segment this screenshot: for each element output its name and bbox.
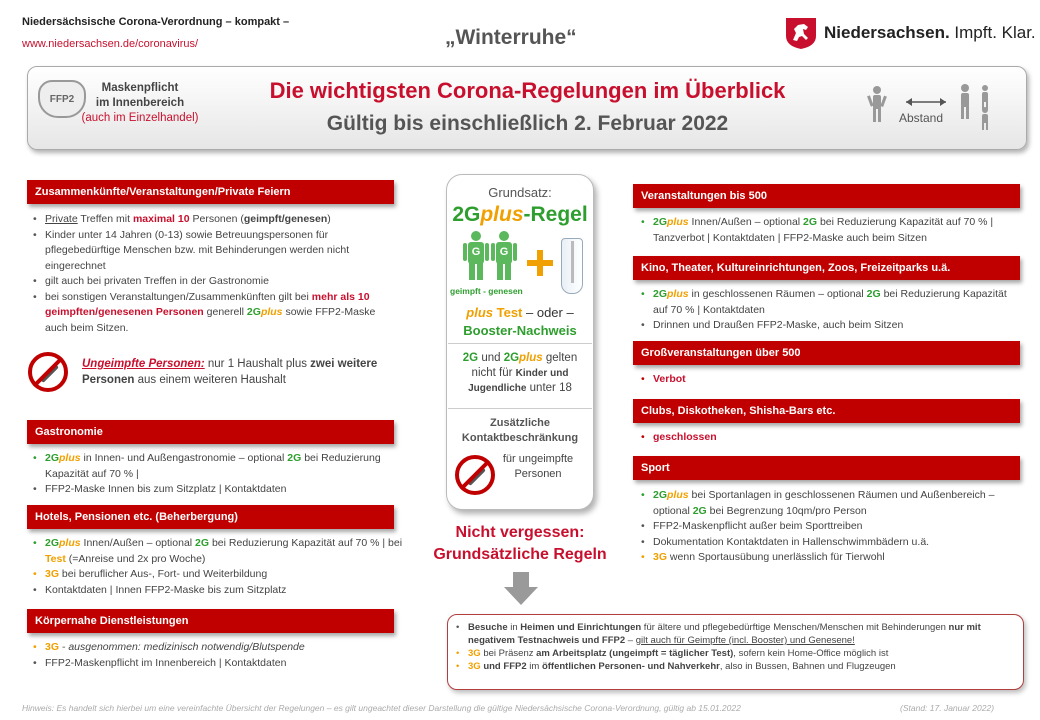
test-tube-icon [561, 238, 583, 294]
zusaetzliche-text: für ungeimpfte Personen [502, 453, 574, 480]
geimpft-genesen-label: geimpft - genesen [450, 286, 523, 296]
niedersachsen-logo [784, 16, 1036, 50]
section-title: Clubs, Diskotheken, Shisha-Bars etc. [641, 405, 836, 417]
list-item: • 2Gplus bei Sportanlagen in geschlossenen Räumen und Außenbereich – optional 2G bei Begrenzung 10qm/pro Person [641, 488, 1021, 519]
ffp2-badge: FFP2 [49, 93, 75, 105]
section-title: Großveranstaltungen über 500 [641, 347, 801, 359]
winterruhe-title: „Winterruhe“ [445, 26, 577, 49]
hotels-list [33, 536, 403, 598]
nicht-vergessen: Nicht vergessen: [455, 524, 585, 541]
plus-sign [527, 250, 553, 276]
grundsaetzliche-list [456, 621, 1020, 673]
list-item: • 3G bei Präsenz am Arbeitsplatz (ungeimpft = täglicher Test), sofern kein Home-Office möglich ist [456, 647, 1020, 660]
veranstaltungen-list [641, 215, 1021, 246]
footer-hinweis: Hinweis: Es handelt sich hierbei um eine vereinfachte Übersicht der Regelungen – es gilt ungeachtet dieser Darstellung die gültige Niedersächsische Corona-Verordnung, gültig ab 15.01.2022 [22, 703, 741, 713]
list-item: • Kinder unter 14 Jahren (0-13) sowie Betreuungspersonen für pflegebedürftige Menschen bzw. mit Behinderungen werden nicht eingerechnet [33, 228, 395, 275]
section-title: Sport [641, 462, 670, 474]
list-item: • Dokumentation Kontaktdaten in Hallenschwimmbädern u.ä. [641, 535, 1021, 551]
list-item: • gilt auch bei privaten Treffen in der Gastronomie [33, 274, 395, 290]
list-item: • Besuche in Heimen und Einrichtungen für ältere und pflegebedürftige Menschen/Menschen mit Behinderungen nur mit negativem Testnachweis und FFP2 – gilt auch für Geimpfte (incl. Booster) und Genesene! [456, 621, 1020, 647]
zusammenkuenfte-list [33, 212, 395, 336]
list-item: • Kontaktdaten | Innen FFP2-Maske bis zum Sitzplatz [33, 583, 403, 599]
list-item: • Private Treffen mit maximal 10 Personen (geimpft/genesen) [33, 212, 395, 228]
divider [448, 408, 592, 409]
grundsatz-label: Grundsatz: [488, 185, 552, 200]
booster-line: Booster-Nachweis [463, 323, 577, 338]
list-item: • Drinnen und Draußen FFP2-Maske, auch beim Sitzen [641, 318, 1021, 334]
header-url[interactable]: www.niedersachsen.de/coronavirus/ [22, 38, 199, 50]
horse-icon [784, 16, 818, 50]
list-item: • 3G und FFP2 im öffentlichen Personen- und Nahverkehr, also in Bussen, Bahnen und Flugzeugen [456, 660, 1020, 673]
clubs-list [641, 430, 1021, 446]
list-item: • bei sonstigen Veranstaltungen/Zusammenkünften gilt bei mehr als 10 geimpften/genesenen Personen generell 2Gplus sowie FFP2-Maske auch beim Sitzen. [33, 290, 395, 337]
no-vaccine-icon [455, 455, 495, 495]
section-title: Zusammenkünfte/Veranstaltungen/Private Feiern [35, 186, 291, 198]
section-clubs [633, 399, 1020, 423]
list-item: • Verbot [641, 372, 1021, 388]
section-title: Gastronomie [35, 426, 103, 438]
list-item: • 3G bei beruflicher Aus-, Fort- und Weiterbildung [33, 567, 403, 583]
zusaetzliche-title: Zusätzliche Kontaktbeschränkung [461, 417, 579, 444]
section-title: Hotels, Pensionen etc. (Beherbergung) [35, 511, 238, 523]
section-grossveranstaltungen [633, 341, 1020, 365]
section-koerpernahe [27, 609, 394, 633]
list-item: • FFP2-Maske Innen bis zum Sitzplatz | Kontaktdaten [33, 482, 395, 498]
mask-line2: im Innenbereich [95, 97, 185, 109]
section-gastronomie [27, 420, 394, 444]
list-item: • 2Gplus Innen/Außen – optional 2G bei Reduzierung Kapazität auf 70 % | bei Test (=Anreise und 2x pro Woche) [33, 536, 403, 567]
section-zusammenkuenfte [27, 180, 394, 204]
sport-list [641, 488, 1021, 566]
section-title: Kino, Theater, Kultureinrichtungen, Zoos, Freizeitparks u.ä. [641, 262, 951, 274]
list-item: • 3G - ausgenommen: medizinisch notwendig/Blutspende [33, 640, 395, 656]
list-item: • 2Gplus in geschlossenen Räumen – optional 2G bei Reduzierung Kapazität auf 70 % | Kontaktdaten [641, 287, 1021, 318]
header-kompakt: Niedersächsische Corona-Verordnung – kompakt – [22, 16, 290, 28]
gastronomie-list [33, 451, 395, 498]
kino-list [641, 287, 1021, 334]
logo-text: Niedersachsen. Impft. Klar. [824, 23, 1036, 42]
section-title: Veranstaltungen bis 500 [641, 190, 767, 202]
fig-g-label-2: G [499, 246, 509, 258]
arrow-down-icon [503, 572, 539, 606]
mask-line1: Maskenpflicht [101, 82, 179, 94]
distance-label: Abstand [899, 111, 944, 125]
fig-g-label-1: G [471, 246, 481, 258]
ungeimpft-text: Ungeimpfte Personen: nur 1 Haushalt plus zwei weitere Personen aus einem weiteren Haushalt [82, 358, 378, 386]
main-subtitle: Gültig bis einschließlich 2. Februar 2022 [326, 112, 729, 135]
grossveranstaltungen-list [641, 372, 1021, 388]
mask-text [70, 81, 210, 126]
no-vaccine-icon [28, 352, 68, 392]
gelten-text: 2G und 2Gplus gelten nicht für Kinder und Jugendliche unter 18 [462, 352, 578, 394]
mask-line3: (auch im Einzelhandel) [81, 112, 199, 124]
koerpernahe-list [33, 640, 395, 671]
list-item: • FFP2-Maskenpflicht außer beim Sporttreiben [641, 519, 1021, 535]
section-title: Körpernahe Dienstleistungen [35, 615, 189, 627]
list-item: • 3G wenn Sportausübung unerlässlich für Tierwohl [641, 550, 1021, 566]
footer-stand: (Stand: 17. Januar 2022) [900, 703, 995, 713]
section-hotels [27, 505, 394, 529]
list-item: • 2Gplus in Innen- und Außengastronomie – optional 2G bei Reduzierung Kapazität auf 70 % | [33, 451, 395, 482]
section-sport [633, 456, 1020, 480]
list-item: • 2Gplus Innen/Außen – optional 2G bei Reduzierung Kapazität auf 70 % | Tanzverbot | Kontaktdaten | FFP2-Maske auch beim Sitzen [641, 215, 1021, 246]
section-kino [633, 256, 1020, 280]
plus-test-line: plus Test – oder – [466, 305, 574, 320]
regel-title: 2Gplus-Regel [452, 203, 588, 226]
grundsaetzliche-regeln: Grundsätzliche Regeln [433, 546, 607, 563]
list-item: • geschlossen [641, 430, 1021, 446]
list-item: • FFP2-Maskenpflicht im Innenbereich | Kontaktdaten [33, 656, 395, 672]
section-veranstaltungen-500 [633, 184, 1020, 208]
main-title: Die wichtigsten Corona-Regelungen im Überblick [269, 78, 786, 103]
divider [448, 343, 592, 344]
